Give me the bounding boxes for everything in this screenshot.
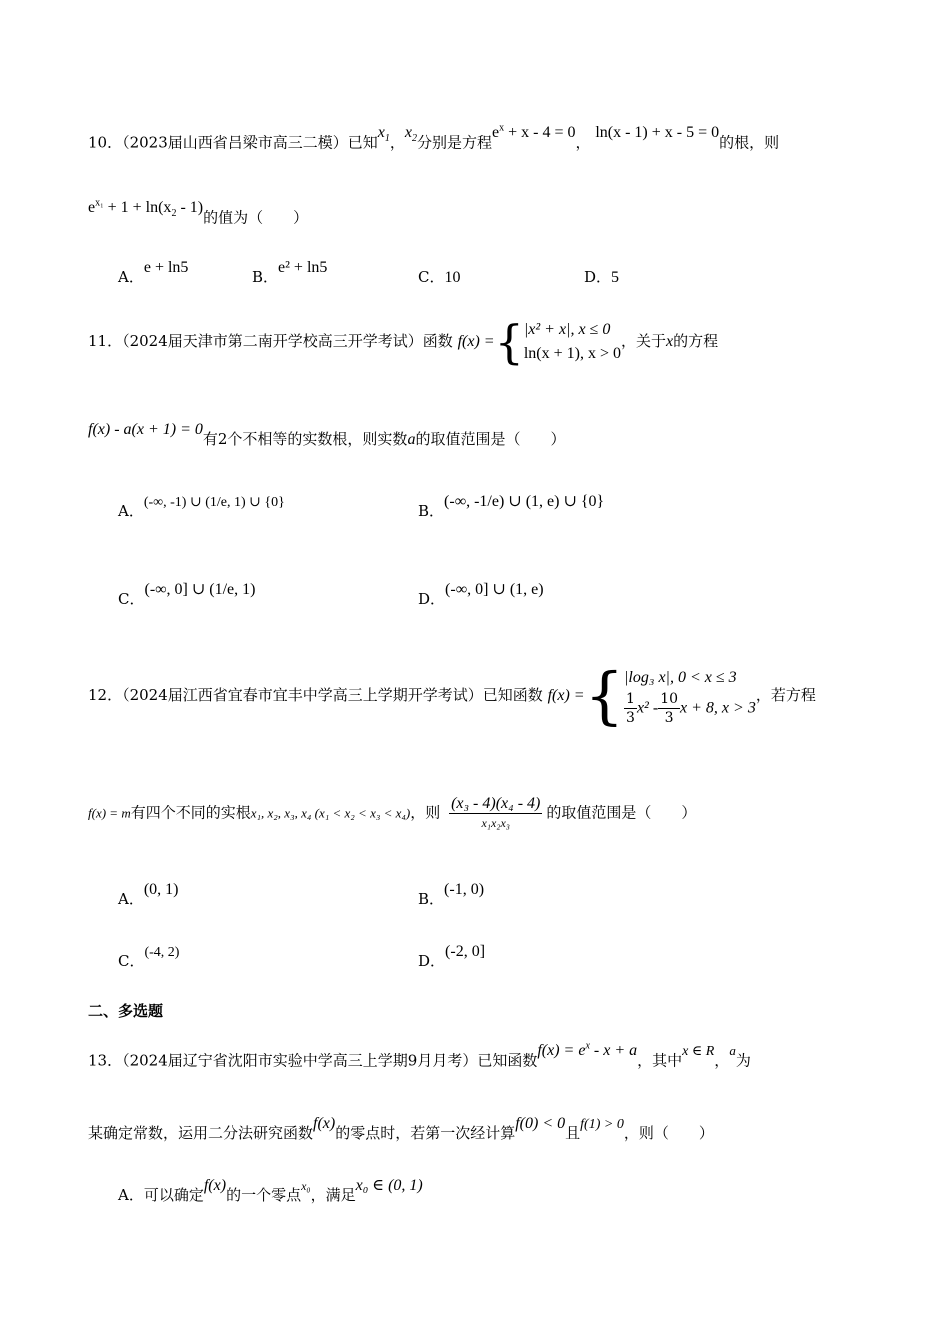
q12-text5: 的取值范围是（ ） [546,803,697,822]
q12-text: 已知函数 [482,686,543,704]
q11-number: 11． [88,332,123,350]
q11-option-d[interactable] [418,581,544,611]
q13-avar: a [729,1043,736,1059]
option-fx: f(x) [203,1177,227,1194]
q13-text3: ， [714,1051,730,1070]
section-heading: 二、多选题 [88,1002,164,1020]
q10-sep: ， [389,133,405,152]
q13-text5: 某确定常数，运用二分法研究函数 [88,1124,314,1142]
option-label: D． [584,268,612,286]
q10-option-a[interactable] [118,259,189,289]
q10-line1 [88,123,780,161]
q12-number: 12． [88,686,123,704]
option-value: (-∞, -1) ∪ (1/e, 1) ∪ {0} [143,495,285,510]
q13-function: $f(x) = e^x - x + a$ [537,1041,638,1060]
option-value: (0, 1) [143,881,179,898]
q13-f1: f(1) > 0 [580,1117,624,1132]
q10-option-b[interactable] [252,259,328,289]
option-label: A． [118,890,144,908]
option-label: C． [418,268,445,286]
option-x0: x₀ [301,1179,311,1193]
option-value: (-4, 2) [144,945,180,960]
q12-text3: 有四个不同的实根 [130,803,251,822]
q11-source: （2024届天津市第二南开学校高三开学考试） [122,332,423,350]
option-value: (-∞, 0] ∪ (1/e, 1) [144,581,256,598]
q12-source: （2024届江西省宜春市宜丰中学高三上学期开学考试） [122,686,483,704]
q10-text2: 分别是方程 [417,133,493,152]
q12-piecewise: f(x) ={ |log₃ x|, 0 < x ≤ 3 $\frac{1}{3}$ x² - $\frac{10}{3}$ x + 8, x > 3 [547,659,756,732]
q10-source: （2023届山西省吕梁市高三二模） [122,133,348,152]
q11-line1 [88,315,719,369]
q11-text: 函数 [422,332,453,350]
option-text: 可以确定 [143,1186,204,1204]
option-label: D． [418,590,446,608]
q13-number: 13． [88,1051,123,1070]
option-label: C． [118,590,145,608]
q12-option-d[interactable] [418,943,486,973]
q11-option-b[interactable] [418,493,605,523]
q11-text2: ，关于 [621,332,667,350]
q11-xvar: x [666,333,674,350]
option-value: (-∞, -1/e) ∪ (1, e) ∪ {0} [444,493,605,510]
option-value: e + ln5 [143,259,189,276]
option-text3: ，满足 [310,1186,356,1204]
q12-line1 [88,659,816,732]
option-value: 10 [444,269,461,286]
q11-piecewise: f(x) ={ |x² + x|, x ≤ 0 ln(x + 1), x > 0 [457,315,622,369]
option-label: A． [118,502,144,520]
q10-text3: 的根，则 [719,133,780,152]
q13-line1 [88,1041,751,1073]
q11-equation: f(x) - a(x + 1) = 0 [88,421,203,438]
option-label: D． [418,952,446,970]
option-text2: 的一个零点 [226,1186,302,1204]
option-value: (-∞, 0] ∪ (1, e) [445,581,544,598]
option-value: e² + ln5 [278,259,328,276]
q10-option-d[interactable] [584,266,619,289]
q10-x2: $x_2$ [404,124,418,145]
q10-x1: $x_1$ [377,124,390,145]
q12-fraction: $\frac{\text{(x₃ - 4)(x₄ - 4)}}{\text{x₁x₂x₃}}$ [451,795,541,830]
option-value: (-1, 0) [444,881,485,898]
q11-avar: a [407,431,416,448]
q11-text4: 有2个不相等的实数根，则实数 [202,430,408,448]
q10-comma: ， [575,133,591,152]
q10-text4: 的值为（ ） [203,208,309,227]
q13-source: （2024届辽宁省沈阳市实验中学高三上学期9月月考） [122,1051,478,1070]
q11-text3: 的方程 [673,332,719,350]
option-label: A． [118,1186,144,1204]
q11-line2 [88,421,566,451]
q10-line2 [88,198,309,236]
q10-option-c[interactable] [418,266,460,289]
option-value: 5 [611,269,620,286]
q13-fx2: f(x) [313,1115,336,1132]
q12-equation: f(x) = m [88,805,131,821]
q12-text2: ，若方程 [755,686,816,704]
q11-option-c[interactable] [118,581,256,611]
q12-text4: ，则 [410,803,441,822]
q12-line2 [88,795,696,832]
q13-text8: ，则（ ） [623,1124,714,1142]
q13-option-a[interactable] [118,1177,423,1207]
option-label: C． [118,952,145,970]
q10-number: 10． [88,133,123,152]
q10-text: 已知 [347,133,378,152]
q13-cond: x ∈ R [682,1044,715,1060]
q12-option-b[interactable] [418,881,485,911]
option-value: (-2, 0] [445,943,486,960]
q13-text6: 的零点时，若第一次经计算 [335,1124,516,1142]
option-label: B． [418,890,445,908]
q11-text5: 的取值范围是（ ） [415,430,566,448]
q12-option-c[interactable] [118,945,180,974]
option-cond: x₀ ∈ (0, 1) [355,1177,423,1194]
q13-text2: ，其中 [637,1051,683,1070]
q10-expr: $e^{x_1} + 1 + \ln(x_2 - 1)$ [88,198,204,220]
option-label: B． [252,268,279,286]
q13-f0: f(0) < 0 [515,1115,566,1132]
q10-eq2: ln(x - 1) + x - 5 = 0 [595,124,720,142]
q13-text7: 且 [565,1124,581,1142]
q13-text4: 为 [735,1051,751,1070]
q13-line2 [88,1115,714,1146]
option-label: A． [118,268,144,286]
q11-option-a[interactable] [118,495,285,524]
q13-text: 已知函数 [477,1051,538,1070]
option-label: B． [418,502,445,520]
q12-option-a[interactable] [118,881,179,911]
q10-eq1: $e^x + x - 4 = 0$ [492,123,576,142]
q12-roots: x₁, x₂, x₃, x₄ (x₁ < x₂ < x₃ < x₄) [250,805,411,821]
